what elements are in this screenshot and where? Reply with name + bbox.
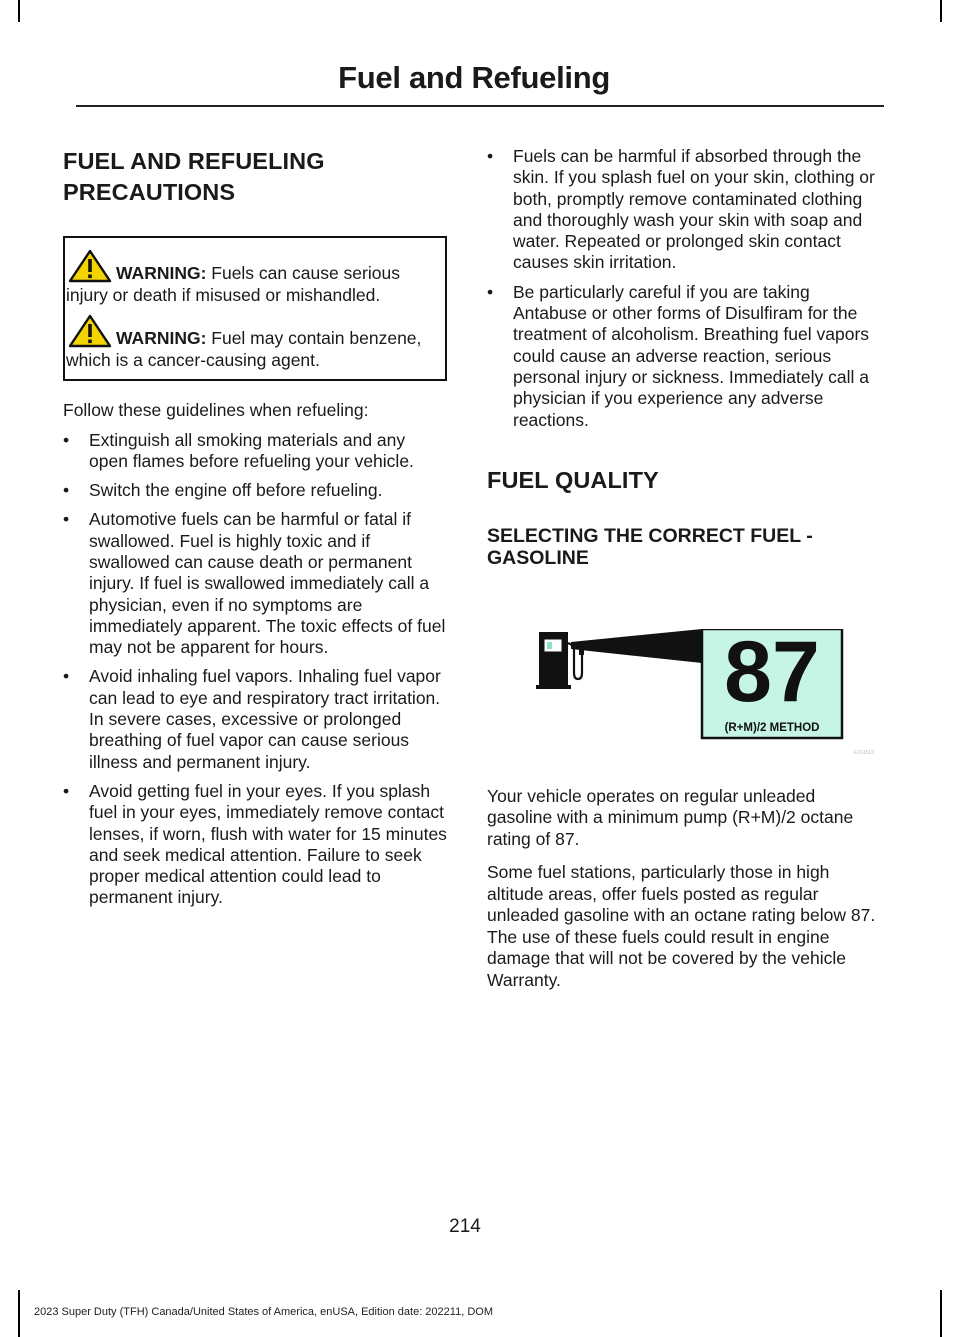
warning-triangle-icon xyxy=(68,249,112,283)
page-number: 214 xyxy=(449,1216,481,1237)
list-item-text: Avoid getting fuel in your eyes. If you splash fuel in your eyes, immediately remove contact lenses, if worn, flush with water for 15 minutes and seek medical attention. Failure to seek proper medical attention could lead to permanent injury. xyxy=(89,780,447,908)
octane-number: 87 xyxy=(724,628,820,720)
bullet-dot: • xyxy=(63,429,70,450)
heading-line-1: FUEL AND REFUELING xyxy=(63,148,325,174)
precautions-list-continued xyxy=(487,146,879,431)
list-item xyxy=(63,480,447,501)
bullet-dot: • xyxy=(63,780,70,801)
section-heading-precautions xyxy=(63,146,447,208)
crop-mark-bottom-left xyxy=(18,1290,20,1337)
fuel-pump-octane-illustration xyxy=(487,629,879,759)
bullet-dot: • xyxy=(63,480,70,501)
bullet-dot: • xyxy=(487,281,494,302)
left-column xyxy=(63,146,447,909)
page-footer: 2023 Super Duty (TFH) Canada/United States of America, enUSA, Edition date: 202211, DOM xyxy=(34,1306,493,1318)
list-item-text: Automotive fuels can be harmful or fatal if swallowed. Fuel is highly toxic and if swallowed can cause death or permanent injury. If fuel is swallowed immediately call a physician, even if no symptoms are immediately apparent. The toxic effects of fuel may not be apparent for hours. xyxy=(89,509,446,658)
section-heading-fuel-quality: FUEL QUALITY xyxy=(487,466,659,493)
list-item xyxy=(487,146,879,274)
guidelines-intro: Follow these guidelines when refueling: xyxy=(63,400,369,420)
warning-label: WARNING: xyxy=(116,328,207,348)
warning-triangle-icon xyxy=(68,314,112,348)
warning-label: WARNING: xyxy=(116,263,207,283)
figure-code: E161513 xyxy=(853,749,874,756)
list-item xyxy=(63,666,447,772)
list-item-text: Switch the engine off before refueling. xyxy=(89,480,383,501)
header-rule xyxy=(76,105,884,107)
high-altitude-paragraph: Some fuel stations, particularly those in high altitude areas, offer fuels posted as regular unleaded gasoline with an octane rating below 87. The use of these fuels could result in engine damage that will not be covered by the vehicle Warranty. xyxy=(487,862,876,990)
crop-mark-top-right xyxy=(940,0,942,22)
warning-1 xyxy=(65,249,445,306)
warning-text: Fuels can cause serious injury or death if misused or mishandled. xyxy=(66,263,400,305)
octane-paragraph: Your vehicle operates on regular unleaded gasoline with a minimum pump (R+M)/2 octane rating of 87. xyxy=(487,785,854,849)
list-item-text: Be particularly careful if you are taking Antabuse or other forms of Disulfiram for the treatment of alcoholism. Breathing fuel vapors could cause an adverse reaction, serious personal injury or sickness. Immediately call a physician if you experience any adverse reactions. xyxy=(513,281,870,430)
warning-2 xyxy=(65,314,445,371)
list-item xyxy=(63,509,447,658)
crop-mark-bottom-right xyxy=(940,1290,942,1337)
right-column xyxy=(487,146,879,991)
heading-line-2: PRECAUTIONS xyxy=(63,179,236,205)
octane-method: (R+M)/2 METHOD xyxy=(724,721,820,734)
page-header-title: Fuel and Refueling xyxy=(338,60,610,95)
list-item xyxy=(63,430,447,473)
sub-heading-selecting-fuel: SELECTING THE CORRECT FUEL - GASOLINE xyxy=(487,524,813,569)
list-item-text: Avoid inhaling fuel vapors. Inhaling fuel vapor can lead to eye and respiratory tract irritation. In severe cases, excessive or prolonged breathing of fuel vapor can cause serious illness and permanent injury. xyxy=(89,666,441,772)
octane-label-figure xyxy=(487,629,879,759)
bullet-dot: • xyxy=(63,509,70,530)
fuel-pump-icon xyxy=(536,632,584,689)
list-item xyxy=(487,282,879,431)
precautions-list xyxy=(63,430,447,909)
warning-box xyxy=(63,236,447,381)
beam-shape xyxy=(571,629,702,663)
list-item-text: Extinguish all smoking materials and any open flames before refueling your vehicle. xyxy=(89,429,414,471)
list-item xyxy=(63,781,447,909)
crop-mark-top-left xyxy=(18,0,20,22)
bullet-dot: • xyxy=(63,666,70,687)
bullet-dot: • xyxy=(487,146,494,166)
warning-text: Fuel may contain benzene, which is a cancer-causing agent. xyxy=(66,328,422,370)
list-item-text: Fuels can be harmful if absorbed through the skin. If you splash fuel on your skin, clothing or both, promptly remove contaminated clothing and thoroughly wash your skin with soap and water. Repeated or prolonged skin contact causes skin irritation. xyxy=(513,146,875,273)
